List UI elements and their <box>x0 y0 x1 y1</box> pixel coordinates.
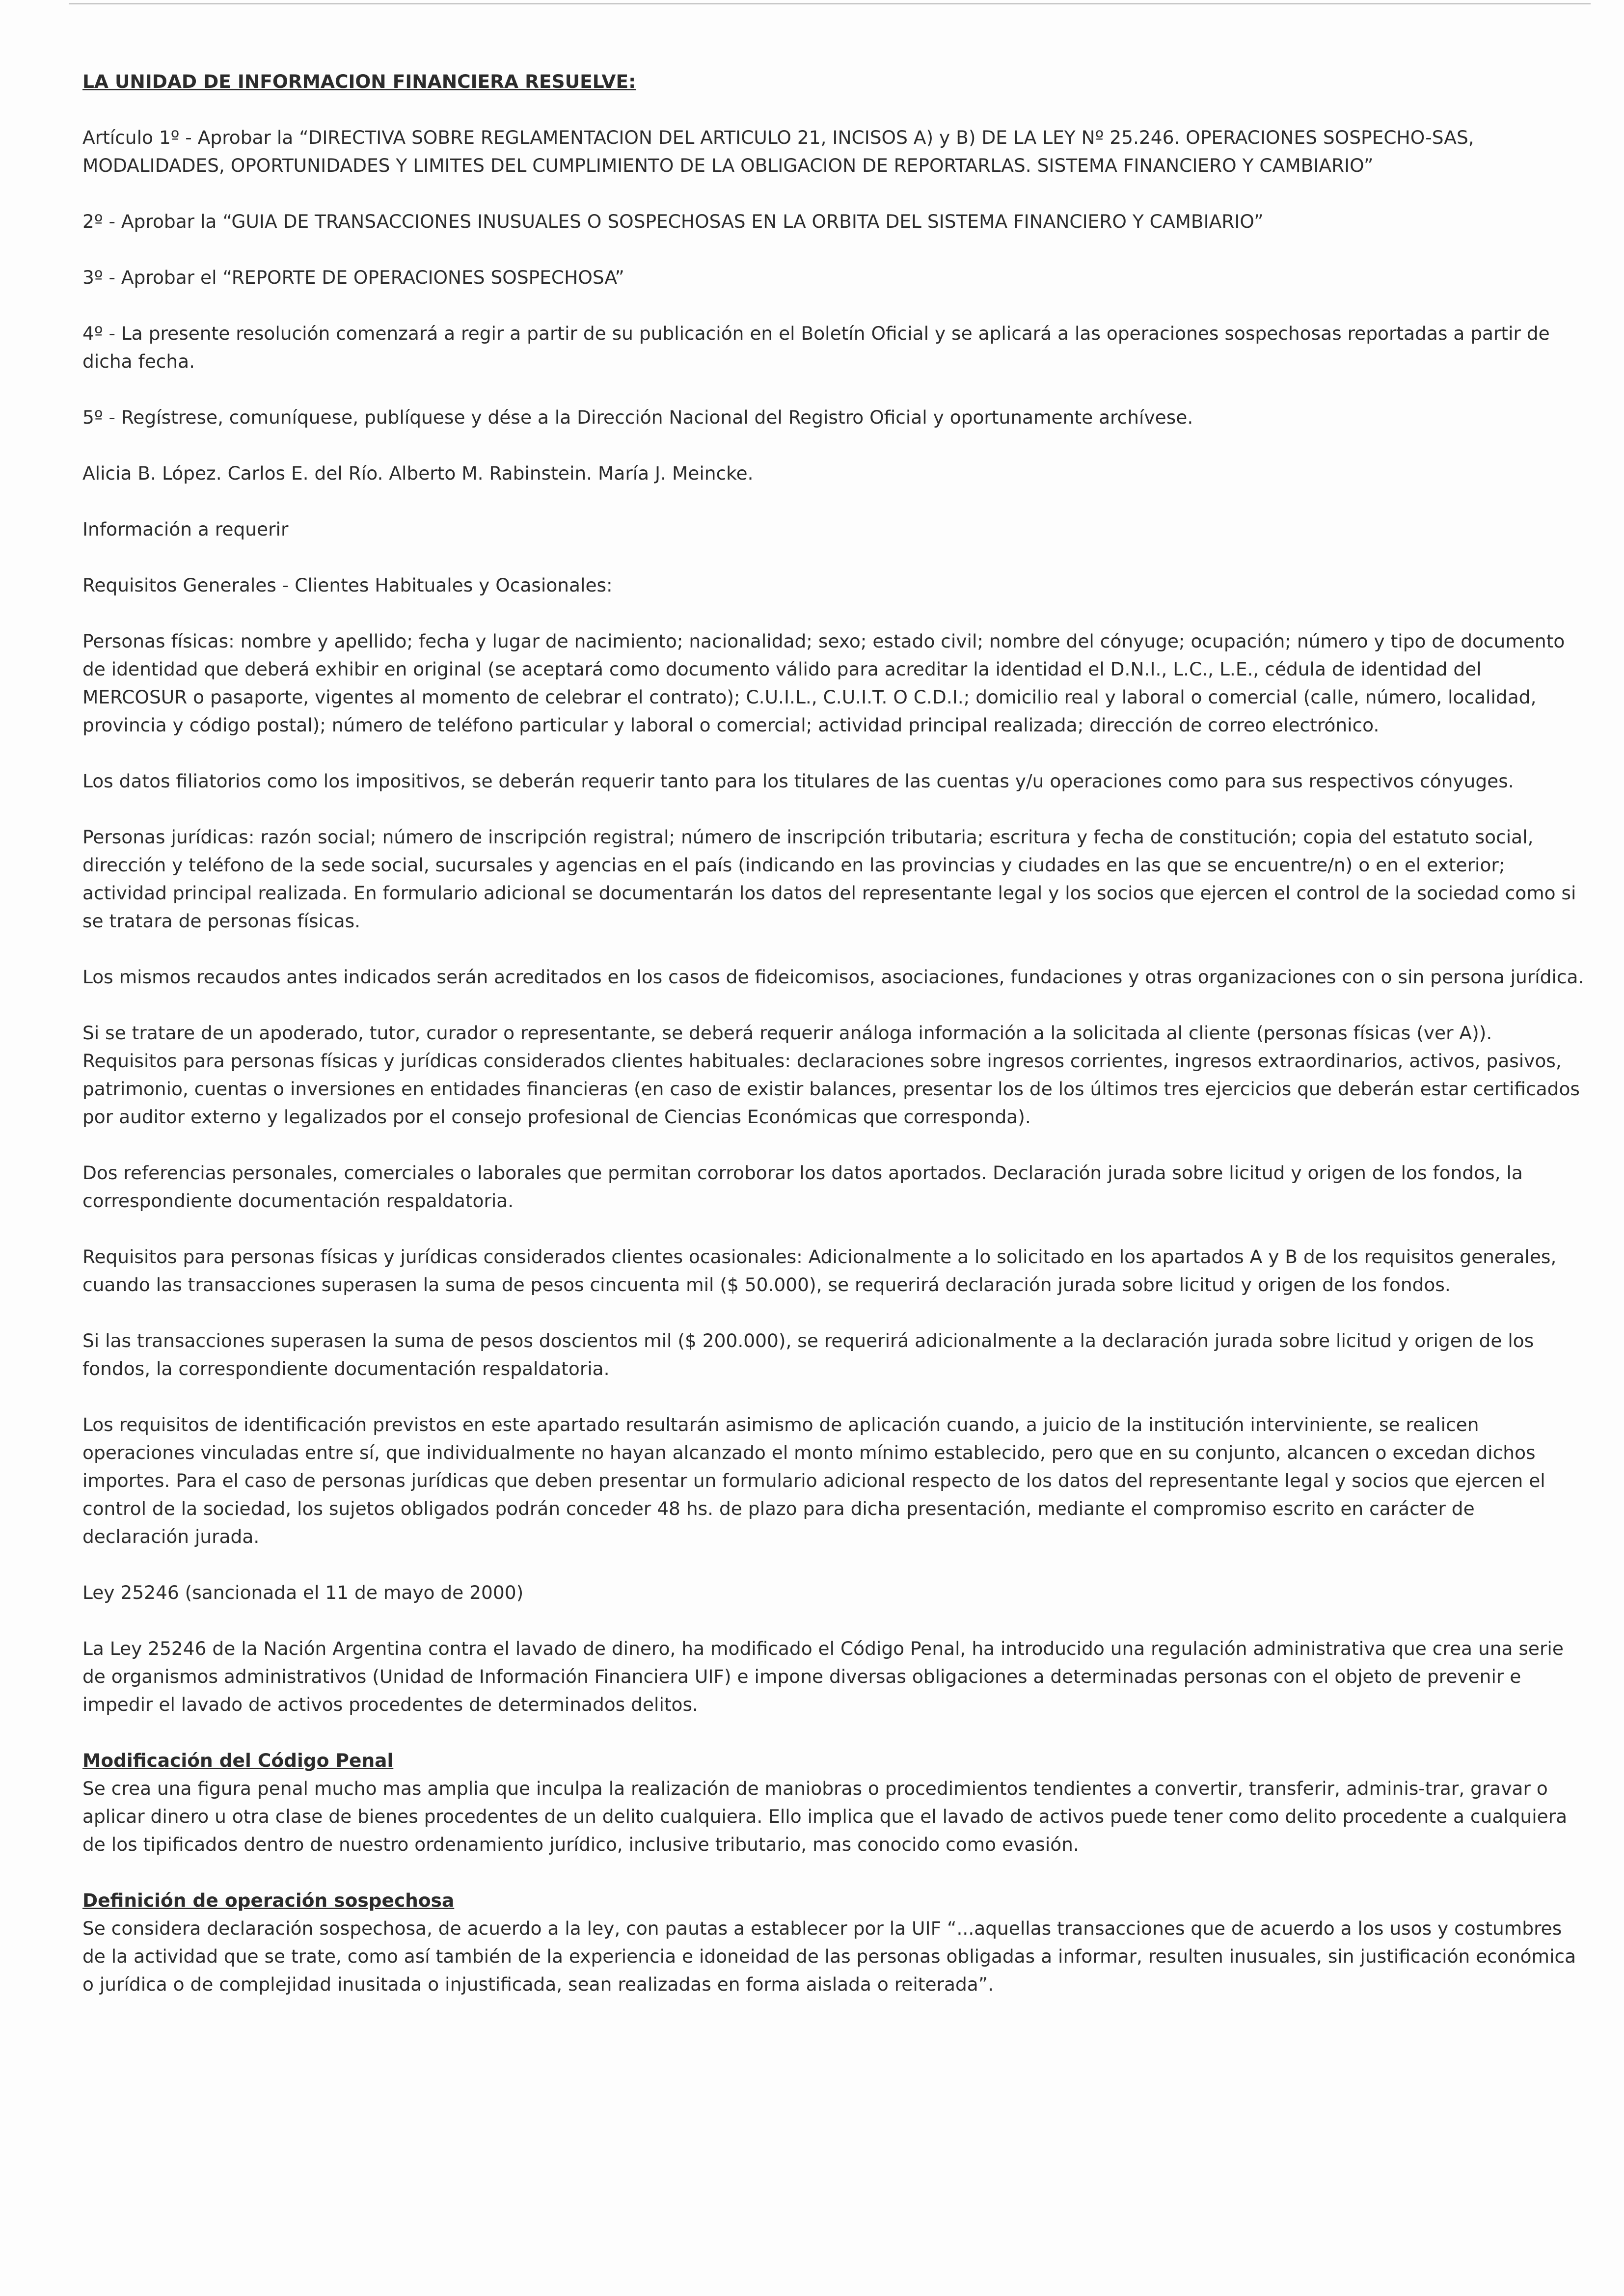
paragraph-clientes-ocasionales: Requisitos para personas físicas y jurídicas considerados clientes ocasionales: Adicionalmente a lo solicitado en los apartados A y B de los requisitos generales, cuando las transacciones superasen la suma de pesos cincuenta mil ($ 50.000), se requerirá declaración jurada sobre licitud y origen de los fondos. <box>82 1246 1557 1296</box>
paragraph-clientes-habituales: Requisitos para personas físicas y jurídicas considerados clientes habituales: declaraciones sobre ingresos corrientes, ingresos extraordinarios, activos, pasivos, patrimonio, cuentas o inversiones en entidades financieras (en caso de existir balances, presentar los de los últimos tres ejercicios que deberán estar certificados por auditor externo y legalizados por el consejo profesional de Ciencias Económicas que corresponda). <box>82 1050 1580 1128</box>
section-heading-operacion-sospechosa: Definición de operación sospechosa <box>82 1890 455 1911</box>
paragraph-personas-juridicas: Personas jurídicas: razón social; número de inscripción registral; número de inscripción tributaria; escritura y fecha de constitución; copia del estatuto social, dirección y teléfono de la sede social, sucursales y agencias en el país (indicando en las provincias y ciudades en las que se encuentre/n) o en el exterior; actividad principal realizada. En formulario adicional se documentarán los datos del representante legal y los socios que ejercen el control de la sociedad como si se tratara de personas físicas. <box>82 826 1576 932</box>
info-heading: Información a requerir <box>82 518 289 540</box>
paragraph-apoderado: Si se tratare de un apoderado, tutor, curador o representante, se deberá requerir análoga información a la solicitada al cliente (personas físicas (ver A)). <box>82 1022 1492 1044</box>
paragraph-datos-filiatorios: Los datos filiatorios como los impositivos, se deberán requerir tanto para los titulares de las cuentas y/u operaciones como para sus respectivos cónyuges. <box>82 770 1514 792</box>
paragraph-ley-descripcion: La Ley 25246 de la Nación Argentina contra el lavado de dinero, ha modificado el Código Penal, ha introducido una regulación administrativa que crea una serie de organismos administrativos (Unidad de Información Financiera UIF) e impone diversas obligaciones a determinadas personas con el objeto de prevenir e impedir el lavado de activos procedentes de determinados delitos. <box>82 1638 1564 1715</box>
article-1: Artículo 1º - Aprobar la “DIRECTIVA SOBRE REGLAMENTACION DEL ARTICULO 21, INCISOS A) y B) DE LA LEY Nº 25.246. OPERACIONES SOSPECHO-SAS, MODALIDADES, OPORTUNIDADES Y LIMITES DEL CUMPLIMIENTO DE LA OBLIGACION DE REPORTARLAS. SISTEMA FINANCIERO Y CAMBIARIO” <box>82 127 1474 176</box>
section-heading-codigo-penal: Modificación del Código Penal <box>82 1750 394 1771</box>
paragraph-ley-25246: Ley 25246 (sancionada el 11 de mayo de 2000) <box>82 1582 524 1603</box>
requirements-heading: Requisitos Generales - Clientes Habituales y Ocasionales: <box>82 574 613 596</box>
article-3: 3º - Aprobar el “REPORTE DE OPERACIONES SOSPECHOSA” <box>82 267 624 288</box>
section-body-operacion-sospechosa: Se considera declaración sospechosa, de acuerdo a la ley, con pautas a establecer por la UIF “...aquellas transacciones que de acuerdo a los usos y costumbres de la actividad que se trate, como así también de la experiencia e idoneidad de las personas obligadas a informar, resulten inusuales, sin justificación económica o jurídica o de complejidad inusitada o injustificada, sean realizadas en forma aislada o reiterada”. <box>82 1918 1576 1995</box>
signatures: Alicia B. López. Carlos E. del Río. Alberto M. Rabinstein. María J. Meincke. <box>82 462 754 484</box>
paragraph-personas-fisicas: Personas físicas: nombre y apellido; fecha y lugar de nacimiento; nacionalidad; sexo; estado civil; nombre del cónyuge; ocupación; número y tipo de documento de identidad que deberá exhibir en original (se aceptará como documento válido para acreditar la identidad el D.N.I., L.C., L.E., cédula de identidad del MERCOSUR o pasaporte, vigentes al momento de celebrar el contrato); C.U.I.L., C.U.I.T. O C.D.I.; domicilio real y laboral o comercial (calle, número, localidad, provincia y código postal); número de teléfono particular y laboral o comercial; actividad principal realizada; dirección de correo electrónico. <box>82 630 1565 736</box>
paragraph-doscientos-mil: Si las transacciones superasen la suma de pesos doscientos mil ($ 200.000), se requerirá adicionalmente a la declaración jurada sobre licitud y origen de los fondos, la correspondiente documentación respaldatoria. <box>82 1330 1534 1379</box>
section-body-codigo-penal: Se crea una figura penal mucho mas amplia que inculpa la realización de maniobras o procedimientos tendientes a convertir, transferir, adminis-trar, gravar o aplicar dinero u otra clase de bienes procedentes de un delito cualquiera. Ello implica que el lavado de activos puede tener como delito procedente a cualquiera de los tipificados dentro de nuestro ordenamiento jurídico, inclusive tributario, mas conocido como evasión. <box>82 1778 1568 1855</box>
paragraph-requisitos-identificacion: Los requisitos de identificación previstos en este apartado resultarán asimismo de aplicación cuando, a juicio de la institución interviniente, se realicen operaciones vinculadas entre sí, que individualmente no hayan alcanzado el monto mínimo establecido, pero que en su conjunto, alcancen o excedan dichos importes. Para el caso de personas jurídicas que deben presentar un formulario adicional respecto de los datos del representante legal y socios que ejercen el control de la sociedad, los sujetos obligados podrán conceder 48 hs. de plazo para dicha presentación, mediante el compromiso escrito en carácter de declaración jurada. <box>82 1414 1545 1547</box>
paragraph-referencias: Dos referencias personales, comerciales o laborales que permitan corroborar los datos aportados. Declaración jurada sobre licitud y origen de los fondos, la correspondiente documentación respaldatoria. <box>82 1162 1523 1212</box>
resolution-title: LA UNIDAD DE INFORMACION FINANCIERA RESUELVE: <box>82 71 636 92</box>
paragraph-recaudos: Los mismos recaudos antes indicados serán acreditados en los casos de fideicomisos, asociaciones, fundaciones y otras organizaciones con o sin persona jurídica. <box>82 966 1584 988</box>
article-2: 2º - Aprobar la “GUIA DE TRANSACCIONES INUSUALES O SOSPECHOSAS EN LA ORBITA DEL SISTEMA FINANCIERO Y CAMBIARIO” <box>82 211 1264 232</box>
document-body <box>82 68 1585 2026</box>
article-5: 5º - Regístrese, comuníquese, publíquese y dése a la Dirección Nacional del Registro Oficial y oportunamente archívese. <box>82 406 1193 428</box>
article-4: 4º - La presente resolución comenzará a regir a partir de su publicación en el Boletín Oficial y se aplicará a las operaciones sospechosas reportadas a partir de dicha fecha. <box>82 323 1550 372</box>
top-rule <box>69 3 1591 4</box>
